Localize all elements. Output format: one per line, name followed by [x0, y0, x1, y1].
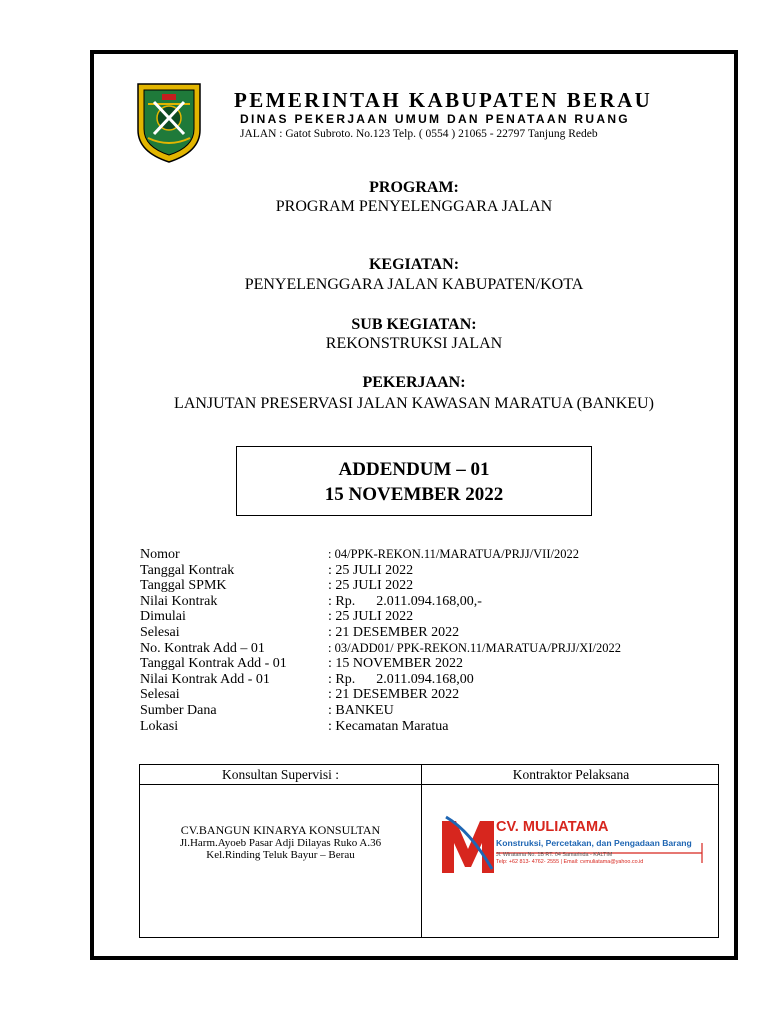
detail-value: : 21 DESEMBER 2022	[328, 687, 460, 703]
detail-key: Sumber Dana	[140, 702, 217, 718]
header-title: PEMERINTAH KABUPATEN BERAU	[234, 88, 653, 112]
detail-row	[140, 687, 720, 703]
detail-value: : 21 DESEMBER 2022	[328, 624, 460, 640]
detail-key: Dimulai	[140, 609, 186, 625]
detail-value: : 25 JULI 2022	[328, 578, 414, 594]
kegiatan-value: PENYELENGGARA JALAN KABUPATEN/KOTA	[244, 276, 584, 293]
detail-key: Nilai Kontrak Add - 01	[140, 671, 270, 687]
kegiatan-label: KEGIATAN:	[368, 256, 460, 273]
detail-key: Tanggal SPMK	[140, 578, 227, 594]
sub-kegiatan-value: REKONSTRUKSI JALAN	[325, 335, 503, 352]
detail-value: : 25 JULI 2022	[328, 562, 414, 578]
detail-value: : Rp. 2.011.094.168,00,-	[328, 593, 482, 609]
detail-row	[140, 625, 720, 641]
detail-row	[140, 672, 720, 688]
addendum-title: ADDENDUM – 01	[338, 459, 490, 480]
detail-row	[140, 609, 720, 625]
detail-key: Lokasi	[140, 718, 179, 734]
konsultan-address-line2: Kel.Rinding Teluk Bayur – Berau	[206, 849, 355, 861]
detail-row	[140, 578, 720, 594]
document-frame	[90, 50, 738, 960]
konsultan-address-line1: Jl.Harm.Ayoeb Pasar Adji Dilayas Ruko A.36	[179, 837, 382, 849]
detail-row	[140, 703, 720, 719]
kontraktor-tagline: Konstruksi, Percetakan, dan Pengadaan Barang	[496, 838, 692, 848]
detail-value: : Rp. 2.011.094.168,00	[328, 671, 474, 687]
detail-value: : BANKEU	[328, 702, 394, 718]
detail-value: : 25 JULI 2022	[328, 609, 414, 625]
detail-value: : 15 NOVEMBER 2022	[328, 656, 463, 672]
kontraktor-contact: Telp: +62 813- 4762- 2555 | Email: cvmuliatama@yahoo.co.id	[496, 859, 644, 865]
detail-key: Tanggal Kontrak	[140, 562, 235, 578]
program-value: PROGRAM PENYELENGGARA JALAN	[275, 198, 553, 215]
berau-emblem-icon	[134, 80, 204, 164]
kontraktor-header: Kontraktor Pelaksana	[512, 767, 630, 782]
kontraktor-name: CV. MULIATAMA	[496, 819, 609, 835]
contract-details	[140, 547, 720, 734]
detail-key: Selesai	[140, 687, 180, 703]
konsultan-name: CV.BANGUN KINARYA KONSULTAN	[180, 823, 381, 837]
header-subtitle: DINAS PEKERJAAN UMUM DAN PENATAAN RUANG	[240, 112, 630, 126]
detail-row	[140, 594, 720, 610]
detail-row	[140, 641, 720, 657]
detail-key: Nilai Kontrak	[140, 593, 218, 609]
signature-column-divider	[421, 765, 422, 937]
signature-table	[139, 764, 719, 938]
program-label: PROGRAM:	[369, 179, 459, 196]
detail-key: Nomor	[140, 547, 180, 562]
detail-key: No. Kontrak Add – 01	[140, 640, 265, 656]
addendum-box	[236, 446, 592, 516]
konsultan-block	[140, 823, 421, 861]
detail-row	[140, 547, 720, 563]
kontraktor-address: Jl. Wiratama No. 1B RT. 04 Samarinda - KALTIM	[496, 852, 613, 858]
konsultan-header: Konsultan Supervisi :	[222, 767, 339, 782]
detail-row	[140, 563, 720, 579]
addendum-date: 15 NOVEMBER 2022	[324, 484, 504, 505]
sub-kegiatan-label: SUB KEGIATAN:	[351, 316, 477, 333]
detail-value: : 04/PPK-REKON.11/MARATUA/PRJJ/VII/2022	[328, 547, 579, 561]
detail-row	[140, 656, 720, 672]
detail-key: Tanggal Kontrak Add - 01	[140, 656, 287, 672]
detail-value: : Kecamatan Maratua	[328, 718, 449, 734]
detail-key: Selesai	[140, 624, 180, 640]
detail-row	[140, 719, 720, 735]
header-address: JALAN : Gatot Subroto. No.123 Telp. ( 0554 ) 21065 - 22797 Tanjung Redeb	[240, 128, 598, 140]
pekerjaan-value: LANJUTAN PRESERVASI JALAN KAWASAN MARATUA (BANKEU)	[174, 395, 654, 412]
pekerjaan-label: PEKERJAAN:	[362, 374, 466, 391]
detail-value: : 03/ADD01/ PPK-REKON.11/MARATUA/PRJJ/XI/2022	[328, 640, 621, 655]
